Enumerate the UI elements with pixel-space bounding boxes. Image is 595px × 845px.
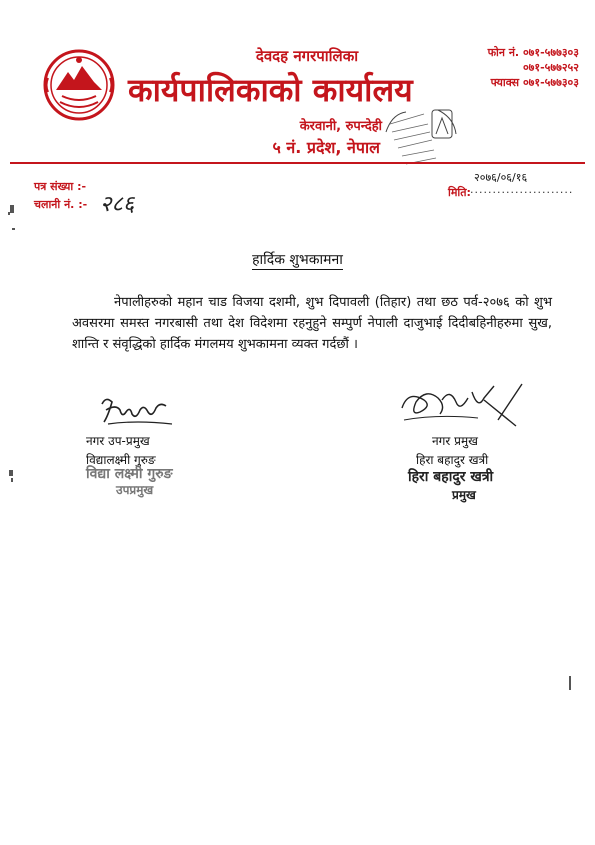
scan-speck (10, 205, 14, 213)
office-name: देवदह नगरपालिका (255, 47, 359, 65)
office-title: कार्यपालिकाको कार्यालय (128, 71, 413, 109)
mayor-name: हिरा बहादुर खत्री (416, 453, 489, 467)
deputy-mayor-name-stamp: विद्या लक्ष्मी गुरुङ (86, 466, 173, 482)
phone-number-2: ०७१-५७७२५२ (522, 61, 579, 74)
office-address: केरवानी, रुपन्देही (299, 119, 382, 134)
reference-number-label: पत्र संख्या :- (34, 180, 87, 193)
mayor-role: नगर प्रमुख (432, 434, 478, 448)
date-label: मिति: (448, 186, 471, 199)
deputy-mayor-name: विद्यालक्ष्मी गुरुङ (86, 453, 156, 467)
scan-speck (9, 470, 13, 476)
nepal-emblem-icon (42, 48, 116, 122)
scan-speck (569, 676, 571, 690)
date-dotted-line: ....................... (470, 183, 574, 196)
mayor-name-stamp: हिरा बहादुर खत्री (408, 469, 494, 485)
dispatch-number-label: चलानी नं. :- (34, 198, 88, 211)
deputy-mayor-signature-icon (96, 394, 176, 430)
dispatch-number-value: २८६ (100, 192, 135, 217)
scan-speck (8, 212, 10, 215)
mayor-role-stamp: प्रमुख (452, 488, 476, 502)
letter-body: नेपालीहरुको महान चाड विजया दशमी, शुभ दिपावली (तिहार) तथा छठ पर्व-२०७६ को शुभ अवसरमा समस्त नगरबासी तथा देश विदेशमा रहनुहुने सम्पुर्ण नेपाली दाजुभाई दिदीबहिनीहरुमा सुख, शान्ति र संवृद्धिको हार्दिक मंगलमय शुभकामना व्यक्त गर्दछौं । (72, 295, 552, 352)
letter-subject (0, 250, 595, 269)
deputy-mayor-role-stamp: उपप्रमुख (116, 483, 154, 497)
scan-speck (12, 228, 15, 230)
office-province: ५ नं. प्रदेश, नेपाल (272, 138, 380, 157)
deputy-mayor-role: नगर उप-प्रमुख (86, 434, 150, 448)
office-seal-stamp-icon (384, 104, 460, 168)
fax-number: फ्याक्स ०७१-५७७३०३ (490, 76, 579, 89)
scan-speck (11, 478, 13, 482)
letter-subject-text: हार्दिक शुभकामना (252, 252, 343, 268)
header-divider (10, 162, 585, 164)
phone-number: फोन नं. ०७१-५७७३०३ (487, 46, 579, 59)
date-value: २०७६/०६/१६ (474, 171, 528, 184)
mayor-signature-icon (398, 380, 526, 428)
